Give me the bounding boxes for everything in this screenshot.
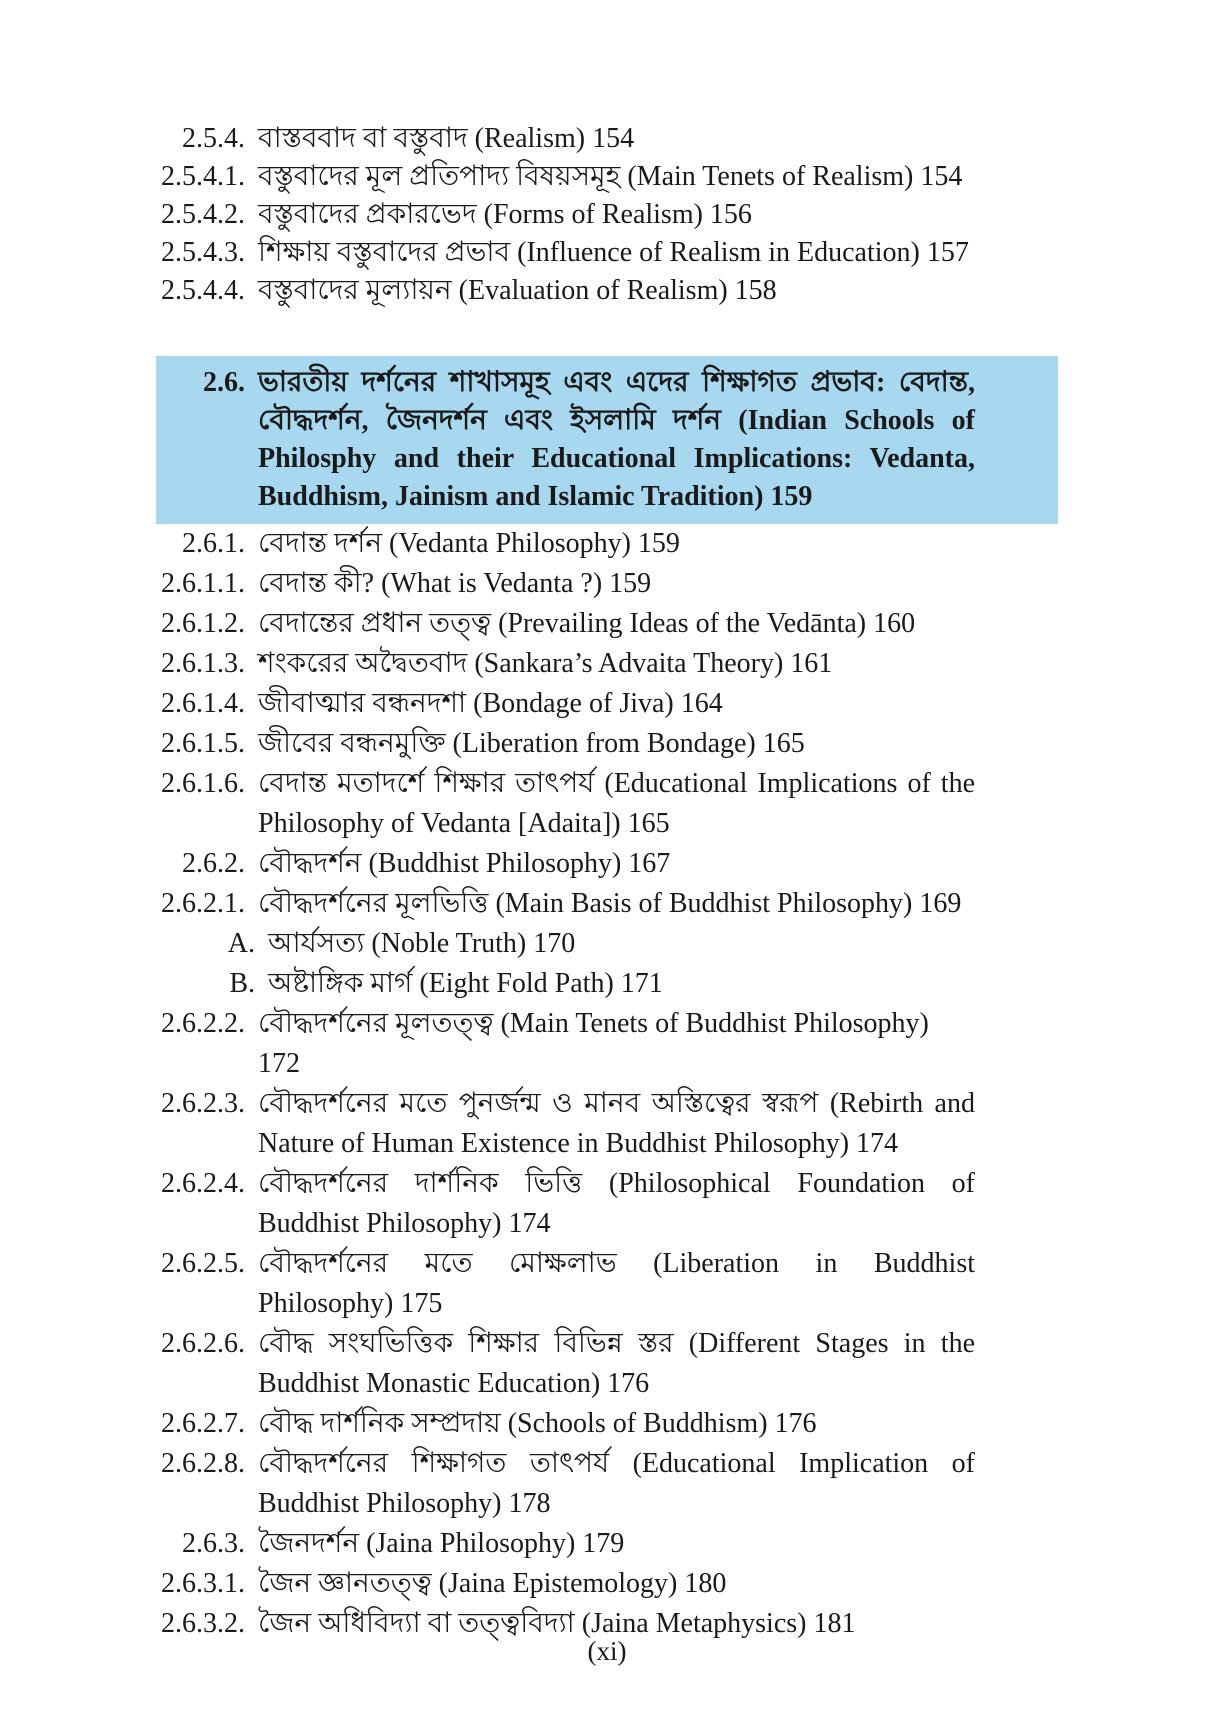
entry-number: 2.5.4.3. [161, 237, 245, 268]
toc-entry [151, 844, 975, 884]
entry-text [258, 1444, 975, 1524]
entry-line: বেদান্ত দর্শন (Vedanta Philosophy) 159 [258, 528, 680, 559]
entry-text [258, 120, 975, 158]
entry-number: 2.5.4. [182, 123, 245, 154]
entry-number: 2.6.1.3. [161, 648, 245, 679]
entry-text [258, 644, 975, 684]
entry-line: অষ্টাঙ্গিক মার্গ (Eight Fold Path) 171 [268, 968, 663, 999]
entry-number: 2.6.3.2. [161, 1608, 245, 1639]
entry-number: 2.6.2.2. [161, 1008, 245, 1039]
entry-text [258, 364, 975, 516]
entry-text [258, 604, 975, 644]
section-heading-row [156, 356, 1058, 524]
entry-line: Philosphy and their Educational Implications: Vedanta, [258, 443, 975, 474]
entry-number: 2.6.2.8. [161, 1448, 245, 1479]
toc-entry [151, 1004, 975, 1084]
entry-line: জৈনদর্শন (Jaina Philosophy) 179 [258, 1528, 625, 1559]
entry-line: বৌদ্ধদর্শনের মতে মোক্ষলাভ (Liberation in Buddhist [258, 1248, 975, 1279]
entry-line: Buddhism, Jainism and Islamic Tradition) 159 [258, 481, 813, 512]
entry-number: 2.6.3. [182, 1528, 245, 1559]
entry-text [258, 524, 975, 564]
entry-number: 2.6. [203, 367, 245, 398]
entry-number: 2.6.1.4. [161, 688, 245, 719]
entry-number: 2.6.2.3. [161, 1088, 245, 1119]
entry-line: জৈন অধিবিদ্যা বা তত্ত্ববিদ্যা (Jaina Metaphysics) 181 [258, 1608, 856, 1639]
entry-number: 2.6.2.1. [161, 888, 245, 919]
toc-entry [151, 924, 975, 964]
entry-text [258, 272, 975, 310]
entry-line: জীবের বন্ধনমুক্তি (Liberation from Bondage) 165 [258, 728, 805, 759]
entry-line: বেদান্ত মতাদর্শে শিক্ষার তাৎপর্য (Educational Implications of the [258, 768, 975, 799]
entry-text [258, 1164, 975, 1244]
toc-entry [151, 604, 975, 644]
entry-text [258, 1524, 975, 1564]
toc-entry [151, 1164, 975, 1244]
toc-entry [151, 1444, 975, 1524]
entry-text [258, 764, 975, 844]
entry-number: A. [227, 928, 255, 959]
entry-number: 2.6.1. [182, 528, 245, 559]
entry-line: বৌদ্ধ সংঘভিত্তিক শিক্ষার বিভিন্ন স্তর (Different Stages in the [258, 1328, 975, 1359]
entry-text [258, 1564, 975, 1604]
entry-number: 2.6.2.4. [161, 1168, 245, 1199]
entry-text [258, 884, 975, 924]
toc-entry [151, 158, 975, 196]
toc-entry [151, 764, 975, 844]
toc-entry [151, 1324, 975, 1404]
entry-line: বৌদ্ধদর্শনের মূলভিত্তি (Main Basis of Buddhist Philosophy) 169 [258, 888, 962, 919]
toc-entry [151, 1524, 975, 1564]
entry-line: Buddhist Monastic Education) 176 [258, 1368, 650, 1399]
entry-number: 2.5.4.4. [161, 275, 245, 306]
entry-number: 2.6.2.7. [161, 1408, 245, 1439]
entry-line: Buddhist Philosophy) 174 [258, 1208, 551, 1239]
toc-entry [151, 272, 975, 310]
entry-text [258, 844, 975, 884]
entry-number: 2.6.1.6. [161, 768, 245, 799]
entry-line: বৌদ্ধদর্শনের মতে পুনর্জন্ম ও মানব অস্তিত্বের স্বরূপ (Rebirth and [258, 1088, 975, 1119]
entry-line: শিক্ষায় বস্তুবাদের প্রভাব (Influence of Realism in Education) 157 [258, 237, 969, 268]
entry-text [258, 234, 975, 272]
entry-text [258, 1004, 975, 1084]
entry-text [268, 924, 975, 964]
entry-line: বৌদ্ধদর্শনের দার্শনিক ভিত্তি (Philosophical Foundation of [258, 1168, 975, 1199]
entry-text [258, 1324, 975, 1404]
entry-text [268, 964, 975, 1004]
entry-line: বস্তুবাদের মূল প্রতিপাদ্য বিষয়সমূহ (Main Tenets of Realism) 154 [258, 161, 963, 192]
page-number-footer: (xi) [587, 1636, 627, 1666]
entry-text [258, 1244, 975, 1324]
entry-number: 2.6.1.1. [161, 568, 245, 599]
entry-text [258, 1404, 975, 1444]
entry-text [258, 724, 975, 764]
entry-number: 2.5.4.2. [161, 199, 245, 230]
toc-entry [151, 564, 975, 604]
entry-text [258, 1084, 975, 1164]
entry-line: জৈন জ্ঞানতত্ত্ব (Jaina Epistemology) 180 [258, 1568, 727, 1599]
entry-line: শংকরের অদ্বৈতবাদ (Sankara’s Advaita Theory) 161 [258, 648, 833, 679]
toc-entry [151, 196, 975, 234]
toc-entry [151, 1084, 975, 1164]
entry-line: Philosophy of Vedanta [Adaita]) 165 [258, 808, 670, 839]
entry-line: বৌদ্ধ দার্শনিক সম্প্রদায় (Schools of Buddhism) 176 [258, 1408, 817, 1439]
entry-line: আর্যসত্য (Noble Truth) 170 [268, 928, 576, 959]
entry-text [258, 564, 975, 604]
entry-line: বৌদ্ধদর্শন (Buddhist Philosophy) 167 [258, 848, 671, 879]
toc-entry [151, 644, 975, 684]
entry-line: বস্তুবাদের মূল্যায়ন (Evaluation of Realism) 158 [258, 275, 777, 306]
toc-entry [151, 1244, 975, 1324]
entry-number: 2.6.1.2. [161, 608, 245, 639]
entry-number: 2.6.2.6. [161, 1328, 245, 1359]
entry-text [258, 158, 975, 196]
entry-line: বৌদ্ধদর্শনের মূলতত্ত্ব (Main Tenets of Buddhist Philosophy) 172 [258, 1008, 929, 1079]
toc-entry [151, 120, 975, 158]
toc-entry [151, 884, 975, 924]
entry-number: 2.6.2.5. [161, 1248, 245, 1279]
toc-entry [151, 234, 975, 272]
entry-line: Philosophy) 175 [258, 1288, 443, 1319]
entry-line: Nature of Human Existence in Buddhist Philosophy) 174 [258, 1128, 899, 1159]
entry-text [258, 196, 975, 234]
entry-line: বেদান্তের প্রধান তত্ত্ব (Prevailing Ideas of the Vedānta) 160 [258, 608, 916, 639]
toc-entry [151, 524, 975, 564]
entry-text [258, 684, 975, 724]
toc-entry [151, 1404, 975, 1444]
toc-entry [151, 964, 975, 1004]
entry-number: 2.6.2. [182, 848, 245, 879]
entry-line: বেদান্ত কী? (What is Vedanta ?) 159 [258, 568, 652, 599]
toc-entry [151, 684, 975, 724]
entry-number: 2.5.4.1. [161, 161, 245, 192]
toc-list [151, 120, 975, 1644]
entry-line: বৌদ্ধদর্শন, জৈনদর্শন এবং ইসলামি দর্শন (Indian Schools of [258, 405, 975, 436]
entry-line: জীবাত্মার বন্ধনদশা (Bondage of Jiva) 164 [258, 688, 723, 719]
toc-entry [151, 724, 975, 764]
entry-number: 2.6.1.5. [161, 728, 245, 759]
entry-line: ভারতীয় দর্শনের শাখাসমূহ এবং এদের শিক্ষাগত প্রভাব: বেদান্ত, [258, 367, 975, 398]
entry-line: Buddhist Philosophy) 178 [258, 1488, 551, 1519]
entry-line: বৌদ্ধদর্শনের শিক্ষাগত তাৎপর্য (Educational Implication of [258, 1448, 975, 1479]
entry-number: 2.6.3.1. [161, 1568, 245, 1599]
toc-entry [151, 1564, 975, 1604]
entry-line: বাস্তববাদ বা বস্তুবাদ (Realism) 154 [258, 123, 635, 154]
entry-number: B. [229, 968, 255, 999]
entry-line: বস্তুবাদের প্রকারভেদ (Forms of Realism) 156 [258, 199, 752, 230]
